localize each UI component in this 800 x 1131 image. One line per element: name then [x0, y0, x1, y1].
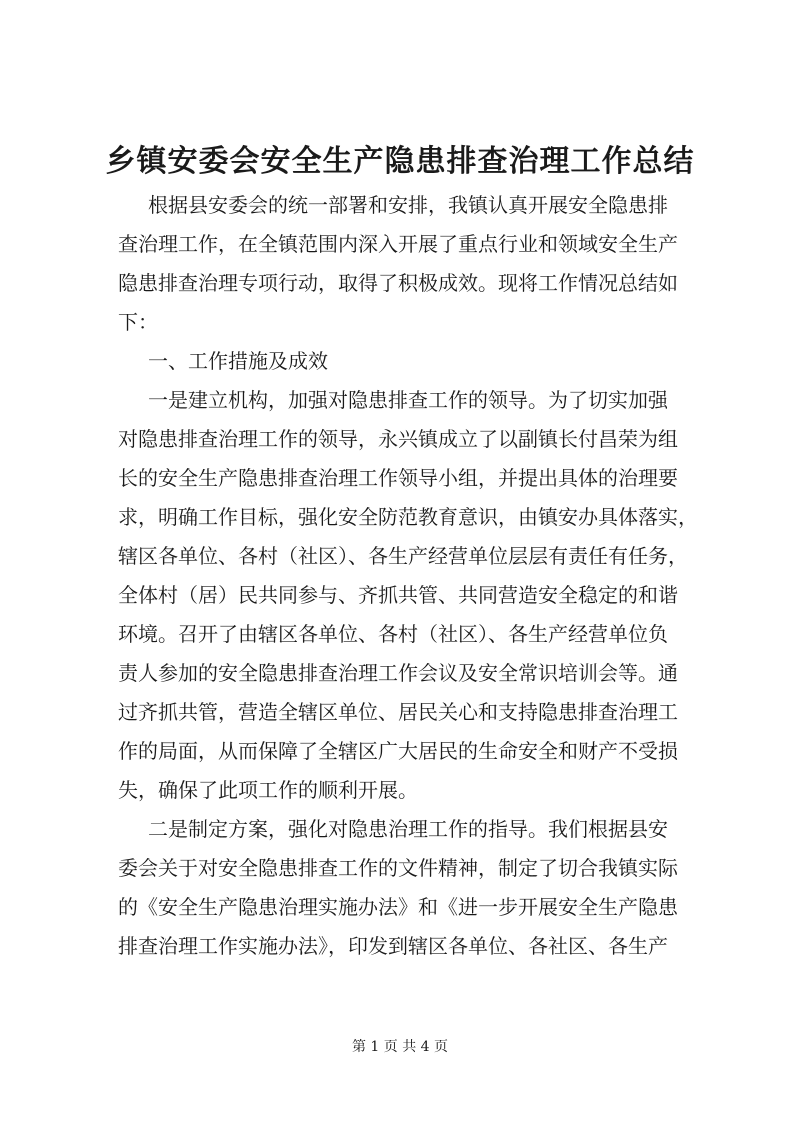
page-number-footer: 第 1 页 共 4 页 [351, 1039, 449, 1055]
body-line: 根据县安委会的统一部署和安排，我镇认真开展安全隐患排 [148, 193, 668, 217]
body-line: 环境。召开了由辖区各单位、各村（社区）、各生产经营单位负 [118, 622, 668, 646]
body-line: 二是制定方案，强化对隐患治理工作的指导。我们根据县安 [148, 817, 668, 841]
body-line: 查治理工作，在全镇范围内深入开展了重点行业和领域安全生产 [118, 232, 678, 256]
document-body [118, 186, 718, 966]
body-line: 辖区各单位、各村（社区）、各生产经营单位层层有责任有任务， [118, 544, 688, 568]
body-line: 一是建立机构，加强对隐患排查工作的领导。为了切实加强 [148, 388, 668, 412]
body-line: 全体村（居）民共同参与、齐抓共管、共同营造安全稳定的和谐 [118, 583, 678, 607]
body-line: 求，明确工作目标，强化安全防范教育意识，由镇安办具体落实， [118, 505, 698, 529]
body-line: 委会关于对安全隐患排查工作的文件精神，制定了切合我镇实际 [118, 856, 678, 880]
body-line: 过齐抓共管，营造全辖区单位、居民关心和支持隐患排查治理工 [118, 700, 678, 724]
section-heading: 一、工作措施及成效 [148, 349, 328, 373]
body-line: 排查治理工作实施办法》，印发到辖区各单位、各社区、各生产 [118, 934, 668, 958]
body-line: 隐患排查治理专项行动，取得了积极成效。现将工作情况总结如 [118, 271, 678, 295]
body-line: 长的安全生产隐患排查治理工作领导小组，并提出具体的治理要 [118, 466, 678, 490]
body-line: 下： [118, 310, 158, 334]
body-line: 的《安全生产隐患治理实施办法》和《进一步开展安全生产隐患 [118, 895, 678, 919]
document-title: 乡镇安委会安全生产隐患排查治理工作总结 [105, 144, 695, 179]
body-line: 失，确保了此项工作的顺利开展。 [118, 778, 418, 802]
body-line: 作的局面，从而保障了全辖区广大居民的生命安全和财产不受损 [118, 739, 678, 763]
body-line: 对隐患排查治理工作的领导，永兴镇成立了以副镇长付昌荣为组 [118, 427, 678, 451]
body-line: 责人参加的安全隐患排查治理工作会议及安全常识培训会等。通 [118, 661, 678, 685]
